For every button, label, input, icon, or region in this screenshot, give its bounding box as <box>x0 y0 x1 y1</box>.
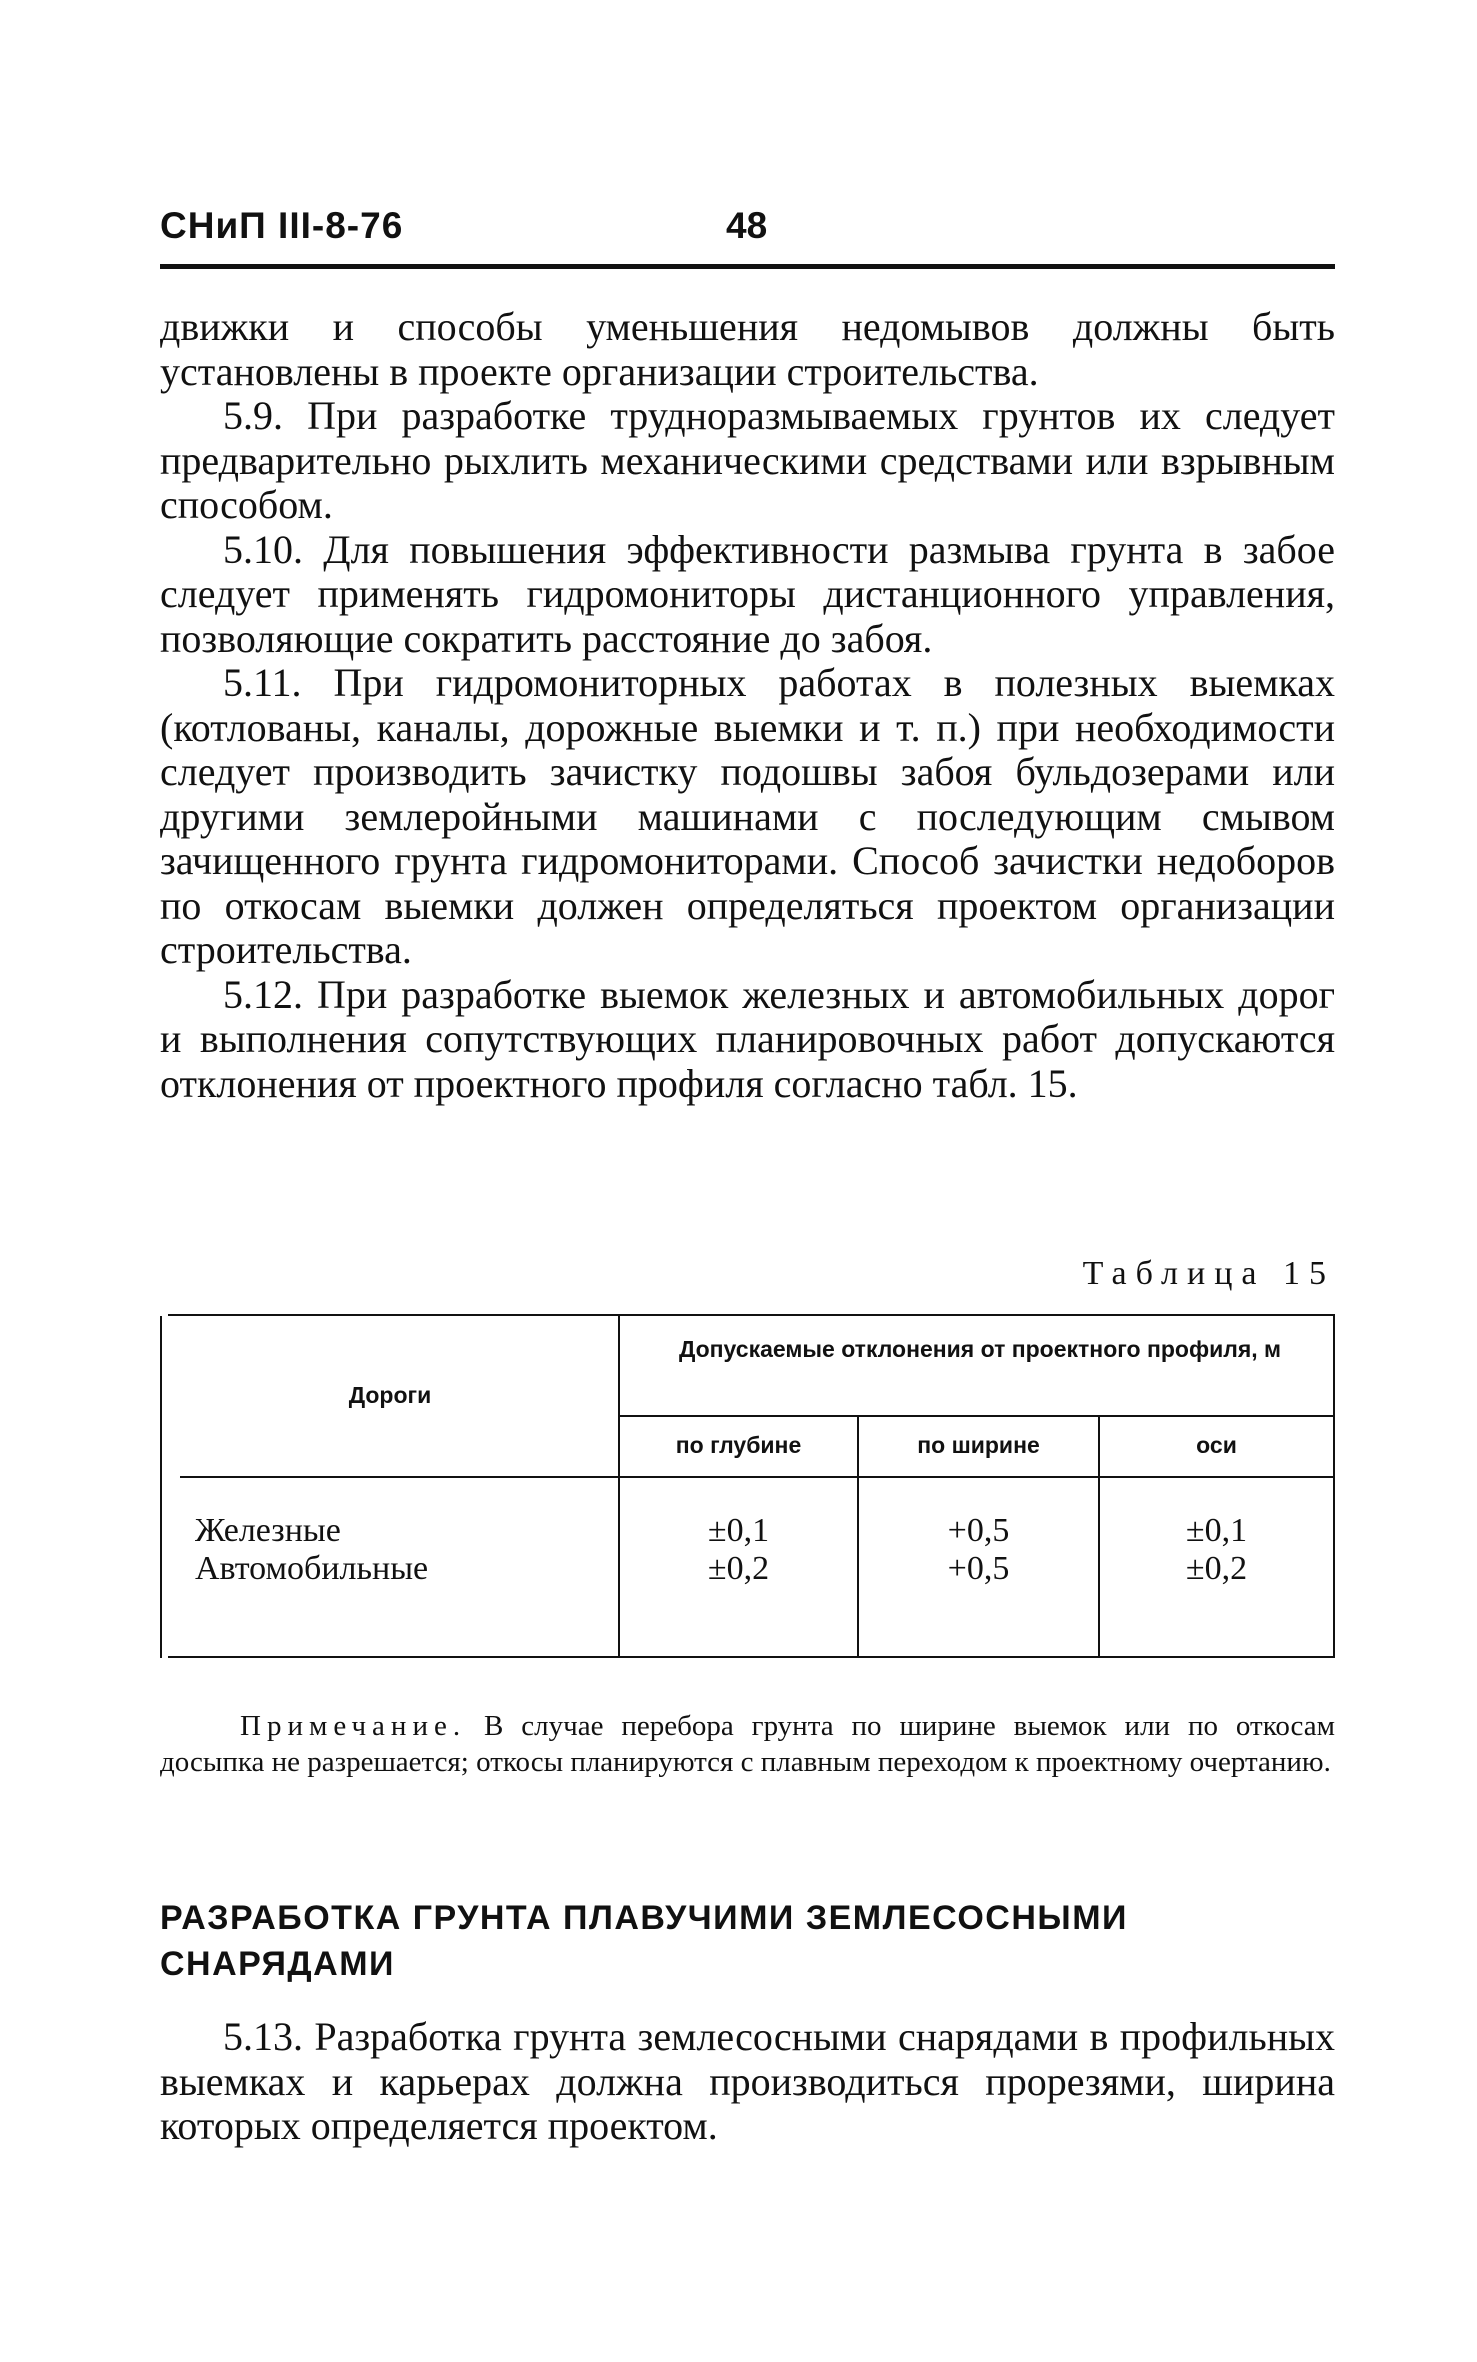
table-group-rule <box>620 1415 1333 1417</box>
cell-depth-auto: ±0,2 <box>707 1550 770 1587</box>
paragraph-5-9: 5.9. При разработке трудноразмываемых грунтов их следует предварительно рыхлить механическими средствами или взрывным способом. <box>160 393 1335 527</box>
table-right-border <box>1333 1316 1335 1658</box>
table-top-rule <box>168 1314 1335 1316</box>
main-text <box>160 305 1335 1106</box>
table-caption: Таблица 15 <box>1082 1255 1335 1292</box>
cell-depth-railway: ±0,1 <box>707 1512 770 1549</box>
header-axis: оси <box>1196 1432 1237 1458</box>
document-code: СНиП III-8-76 <box>160 205 404 246</box>
header-depth: по глубине <box>675 1432 802 1458</box>
paragraph-5-12: 5.12. При разработке выемок железных и автомобильных дорог и выполнения сопутствующих планировочных работ допускаются отклонения от проектного профиля согласно табл. 15. <box>160 971 1335 1106</box>
cell-axis-railway: ±0,1 <box>1185 1512 1248 1549</box>
table-note <box>160 1708 1335 1780</box>
cell-width-railway: +0,5 <box>947 1512 1010 1549</box>
header-width: по ширине <box>917 1432 1040 1458</box>
paragraph-5-11: 5.11. При гидромониторных работах в полезных выемках (котлованы, каналы, дорожные выемки и т. п.) при необходимости следует производить зачистку подошвы забоя бульдозерами или другими землеройными машинами с последующим смывом зачищенного грунта гидромониторами. Способ зачистки недоборов по откосам выемки должен определяться проектом организации строительства. <box>160 660 1335 972</box>
section-heading: РАЗРАБОТКА ГРУНТА ПЛАВУЧИМИ ЗЕМЛЕСОСНЫМИ СНАРЯДАМИ <box>160 1899 1128 1983</box>
table-header-rule <box>180 1476 1333 1478</box>
paragraph-continuation: движки и способы уменьшения недомывов должны быть установлены в проекте организации строительства. <box>160 304 1335 394</box>
cell-road-railway: Железные <box>195 1512 341 1549</box>
cell-width-auto: +0,5 <box>947 1550 1010 1587</box>
table-bottom-rule <box>168 1656 1335 1658</box>
header-roads: Дороги <box>348 1382 432 1408</box>
cell-road-auto: Автомобильные <box>195 1550 429 1587</box>
paragraph-5-13: 5.13. Разработка грунта землесосными снарядами в профильных выемках и карьерах должна производиться прорезями, ширина которых определяется проектом. <box>160 2014 1335 2148</box>
page-number: 48 <box>726 205 768 246</box>
table-col-divider <box>618 1316 620 1658</box>
cell-axis-auto: ±0,2 <box>1185 1550 1248 1587</box>
header-rule <box>160 264 1335 269</box>
table-left-border <box>160 1316 162 1658</box>
section-text <box>160 2015 1335 2149</box>
note-label: Примечание. <box>240 1710 467 1742</box>
note-text: В случае перебора грунта по ширине выемок или по откосам досыпка не разрешается; откосы планируются с плавным переходом к проектному очертанию. <box>160 1710 1335 1778</box>
header-deviations: Допускаемые отклонения от проектного профиля, м <box>678 1336 1282 1362</box>
paragraph-5-10: 5.10. Для повышения эффективности размыва грунта в забое следует применять гидромониторы дистанционного управления, позволяющие сократить расстояние до забоя. <box>160 526 1335 661</box>
